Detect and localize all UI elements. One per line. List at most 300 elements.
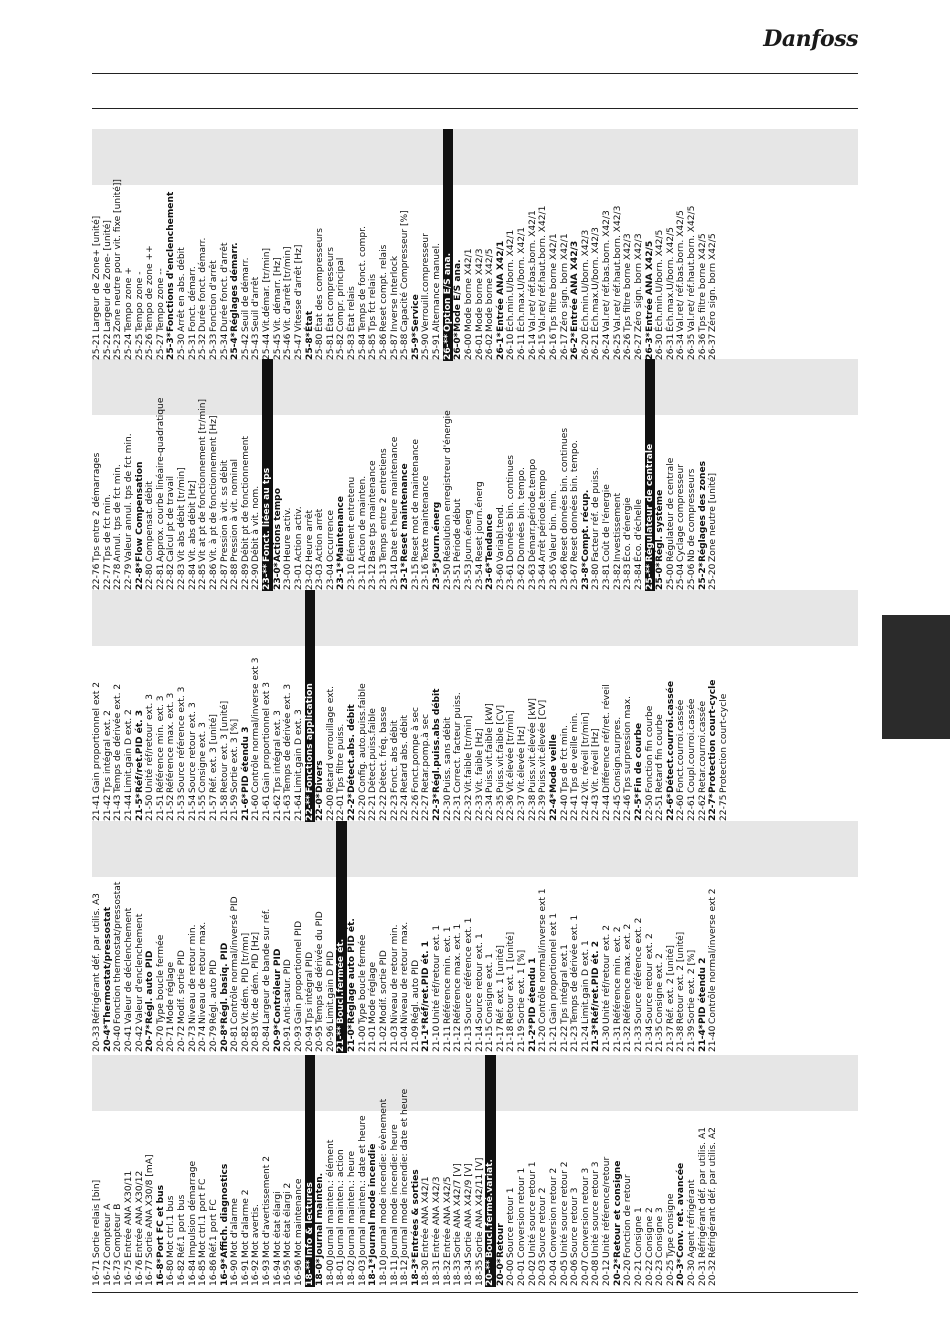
parameter-row — [485, 821, 496, 1053]
parameter-name: Heure activ. — [283, 507, 294, 562]
parameter-name: Débit à vit. nom. — [251, 485, 262, 562]
parameter-number: 22-22 — [378, 794, 389, 821]
parameter-row — [443, 590, 454, 822]
parameter-number: 16-91 — [240, 1259, 251, 1286]
parameter-number: 23-01 — [293, 563, 304, 590]
parameter-number: 20-08 — [591, 1259, 602, 1286]
parameter-name: Unité référence/retour — [602, 1156, 612, 1258]
parameter-number: 21-64 — [293, 794, 304, 821]
parameter-number: 21-12 — [453, 1025, 464, 1052]
parameter-row — [666, 821, 677, 1053]
parameter-name: Données bin. continues — [506, 454, 517, 562]
parameter-number: 25-23 — [113, 333, 124, 360]
parameter-name: Mode réglage — [368, 961, 379, 1024]
parameter-row — [198, 1055, 209, 1287]
parameter-row — [347, 1055, 358, 1287]
parameter-name: Date et heure maintenance — [389, 436, 400, 562]
parameter-number: 22-7* — [708, 793, 719, 821]
parameter-name: Sortie ANA X42/9 [V] — [463, 1163, 474, 1258]
parameter-number: 20-03 — [538, 1259, 549, 1286]
parameter-name: Fonction d'arrêt — [208, 260, 219, 332]
parameter-number: 20-01 — [517, 1259, 527, 1286]
parameter-row — [634, 129, 645, 361]
parameter-number: 20-8* — [219, 1024, 230, 1052]
parameter-name: Entrée ANA X30/12 — [134, 1170, 145, 1258]
parameter-number: 20-05 — [559, 1259, 570, 1286]
parameter-name: Référence max. ext. 2 — [623, 923, 634, 1024]
parameter-row — [145, 359, 156, 591]
parameter-number: 20-81 — [230, 1025, 241, 1052]
parameter-name: Port FC et bus — [155, 1184, 166, 1258]
parameter-row — [230, 821, 241, 1053]
parameter-row — [209, 821, 220, 1053]
parameter-name: Arrêt en abs. débit — [177, 247, 187, 332]
parameter-name: Entrées & sorties — [410, 1169, 421, 1258]
group-header-row — [421, 821, 432, 1053]
parameter-number: 26-11 — [517, 333, 527, 360]
parameter-row — [188, 821, 199, 1053]
parameter-name: Unité source retour 1 — [527, 1161, 538, 1258]
parameter-name: Vit.élevée [Hz] — [517, 726, 527, 793]
parameter-number: 25-20 — [708, 563, 719, 590]
parameter-number: 18-03 — [357, 1259, 368, 1286]
parameter-row — [698, 129, 709, 361]
parameter-name: Journ.énerg — [432, 501, 442, 562]
parameter-name: Détect.courroi.cassée — [665, 680, 676, 793]
parameter-name: Régl. auto PID — [208, 959, 219, 1024]
parameter-row — [591, 590, 602, 822]
parameter-name: Différence réf/ret. réveil — [602, 684, 612, 793]
parameter-name: Actions tempo — [272, 488, 283, 562]
parameter-number: 20-93 — [293, 1025, 304, 1052]
parameter-row — [645, 590, 656, 822]
parameter-row — [390, 359, 401, 591]
group-header-row — [315, 1055, 326, 1287]
parameter-number: 26-1* — [495, 332, 506, 360]
parameter-name: Heure arrêt — [304, 509, 315, 562]
group-header-row — [645, 129, 656, 361]
parameter-number: 26-00 — [463, 333, 474, 360]
parameter-name: Détect.puiss.faible — [368, 708, 379, 793]
parameter-row — [400, 1055, 411, 1287]
parameter-number: 25-45 — [272, 333, 283, 360]
parameter-name: Modif. sortie PID — [177, 950, 187, 1024]
parameter-name: Source retour ext. 1 — [474, 933, 485, 1024]
parameter-number: 20-0* — [495, 1258, 506, 1286]
parameter-name: Niveau de retour max. — [198, 921, 209, 1024]
parameter-number: 18-** — [304, 1260, 315, 1286]
parameter-number: 16-94 — [272, 1259, 283, 1286]
parameter-number: 21-15 — [485, 1025, 496, 1052]
parameter-name: Éch.min.U/born. X42/5 — [655, 229, 666, 332]
group-header-row — [613, 1055, 624, 1287]
parameter-row — [613, 590, 624, 822]
parameter-name: Éco. d'échelle — [633, 499, 644, 562]
parameter-name: Compteur A — [102, 1203, 113, 1258]
parameter-name: Journal mode incendie: évènement — [378, 1098, 389, 1258]
parameter-row — [623, 821, 634, 1053]
parameter-name: Tps fct relais — [368, 273, 379, 332]
parameter-number: 21-50 — [145, 794, 156, 821]
parameter-number: 18-11 — [389, 1259, 400, 1286]
parameter-row — [92, 129, 103, 361]
parameter-name: Limit.gain D ext. 3 — [293, 709, 304, 793]
parameter-row — [368, 821, 379, 1053]
group-header-row — [230, 129, 241, 361]
group-header-row — [145, 821, 156, 1053]
parameter-row — [506, 590, 517, 822]
parameter-name: Vit. faible [Hz] — [474, 728, 485, 793]
parameter-name: Compensat. débit — [145, 481, 156, 562]
parameter-name: Zone neutre [unité] — [708, 472, 719, 562]
parameter-number: 23-14 — [389, 563, 400, 590]
parameter-column — [92, 129, 858, 361]
parameter-row — [220, 590, 231, 822]
parameter-name: Seuil de démarr. — [240, 257, 251, 332]
parameter-name: Fonctions application — [304, 683, 315, 793]
parameter-number: 22-3* — [432, 793, 442, 821]
parameter-row — [283, 821, 294, 1053]
parameter-number: 22-89 — [240, 563, 251, 590]
parameter-name: Niveau de retour min. — [187, 924, 198, 1024]
parameter-name: Régulateur de centrale — [665, 457, 676, 562]
parameter-row — [453, 590, 464, 822]
parameter-number: 26-0* — [453, 332, 464, 360]
parameter-row — [358, 821, 369, 1053]
parameter-number: 22-33 — [474, 794, 485, 821]
parameter-number: 16-71 — [92, 1259, 102, 1286]
parameter-name: Source référence ext. 3 — [177, 686, 187, 793]
parameter-name: Référence min. ext. 1 — [442, 926, 453, 1024]
parameter-row — [188, 1055, 199, 1287]
parameter-number: 22-01 — [336, 794, 347, 821]
parameter-number: 21-43 — [113, 794, 124, 821]
parameter-number: 25-31 — [187, 333, 198, 360]
parameter-number: 25-90 — [421, 333, 432, 360]
parameter-number: 25-22 — [102, 333, 113, 360]
parameter-number: 25-** — [644, 564, 655, 590]
parameter-name: Journal mainten.: élément — [325, 1139, 336, 1258]
parameter-name: Investissement — [612, 492, 623, 562]
parameter-name: Config. auto.puiss.faible — [357, 683, 368, 793]
parameter-name: Débit pt de fonctionnement — [240, 436, 251, 562]
parameter-number: 26-36 — [697, 333, 708, 360]
parameter-name: Mot ctrl.1 port FC — [198, 1178, 209, 1258]
parameter-row — [135, 129, 146, 361]
parameter-row — [517, 359, 528, 591]
parameter-number: 21-11 — [442, 1025, 453, 1052]
parameter-row — [262, 590, 273, 822]
parameter-number: 22-85 — [198, 563, 209, 590]
parameter-row — [538, 821, 549, 1053]
parameter-number: 23-82 — [612, 563, 623, 590]
parameter-name: Verrouill.compresseur — [421, 233, 432, 332]
parameter-row — [560, 359, 571, 591]
parameter-row — [485, 590, 496, 822]
parameter-number: 21-23 — [570, 1025, 581, 1052]
parameter-number: 16-90 — [230, 1259, 241, 1286]
parameter-name: Cyclage compresseur — [676, 464, 687, 562]
parameter-number: 18-12 — [400, 1259, 411, 1286]
parameter-row — [528, 359, 539, 591]
group-header-row — [220, 1055, 231, 1287]
parameter-name: Journal mainten.: heure — [347, 1150, 357, 1258]
parameter-name: Mode E/S ana. — [453, 259, 464, 332]
parameter-row — [379, 129, 390, 361]
parameter-row — [262, 1055, 273, 1287]
section-header-row — [645, 359, 656, 591]
parameter-number: 20-94 — [304, 1025, 315, 1052]
parameter-number: 20-9* — [272, 1024, 283, 1052]
parameter-name: Vit.faible [tr/min] — [463, 715, 474, 793]
parameter-number: 22-37 — [517, 794, 527, 821]
parameter-name: Conv. ret. avancée — [676, 1162, 687, 1258]
parameter-name: Source retour ext. 2 — [644, 933, 655, 1024]
parameter-row — [336, 590, 347, 822]
section-header-row — [305, 590, 316, 822]
parameter-number: 21-33 — [633, 1025, 644, 1052]
chapter-tab — [882, 615, 950, 739]
parameter-row — [358, 129, 369, 361]
parameter-number: 20-3* — [676, 1258, 687, 1286]
parameter-number: 26-20 — [580, 333, 591, 360]
parameter-name: Fonct.courroi.cassée — [676, 699, 687, 793]
parameter-row — [464, 359, 475, 591]
parameter-number: 20-06 — [570, 1259, 581, 1286]
parameter-number: 22-8* — [134, 562, 145, 590]
parameter-name: Reset données bin. tempo. — [570, 440, 581, 562]
parameter-row — [188, 129, 199, 361]
parameter-number: 22-40 — [559, 794, 570, 821]
parameter-number: 22-61 — [687, 794, 697, 821]
parameter-name: Contrôle normal/inverse ext 3 — [251, 657, 262, 793]
parameter-number: 21-44 — [123, 794, 134, 821]
parameter-number: 26-15 — [538, 333, 549, 360]
parameter-row — [92, 590, 103, 822]
parameter-number: 22-86 — [208, 563, 219, 590]
parameter-number: 23-1* — [400, 562, 411, 590]
parameter-number: 16-8* — [155, 1258, 166, 1286]
parameter-row — [560, 590, 571, 822]
parameter-row — [294, 359, 305, 591]
parameter-name: Régulateur de centrale — [644, 443, 655, 562]
parameter-row — [166, 359, 177, 591]
parameter-number: 20-72 — [177, 1025, 187, 1052]
parameter-name: Référence max. ext. 3 — [166, 692, 177, 793]
parameter-row — [496, 821, 507, 1053]
parameter-row — [241, 821, 252, 1053]
parameter-row — [591, 1055, 602, 1287]
parameter-name: Fonction fin courbe — [644, 705, 655, 793]
parameter-number: 21-53 — [177, 794, 187, 821]
parameter-name: Fin de courbe — [633, 722, 644, 793]
parameter-row — [251, 1055, 262, 1287]
parameter-name: Type consigne — [665, 1193, 676, 1258]
parameter-name: Journal mode incendie: heure — [389, 1124, 400, 1258]
parameter-number: 25-00 — [665, 563, 676, 590]
parameter-number: 21-61 — [262, 794, 272, 821]
parameter-name: Conversion retour 2 — [548, 1167, 559, 1258]
parameter-row — [92, 359, 103, 591]
parameter-number: 22-76 — [92, 563, 102, 590]
parameter-number: 21-03 — [389, 1025, 400, 1052]
parameter-row — [687, 359, 698, 591]
parameter-row — [145, 1055, 156, 1287]
parameter-row — [560, 129, 571, 361]
parameter-name: Protection court-cycle — [708, 679, 719, 793]
parameter-name: Val.ret/ réf.bas.born. X42/3 — [602, 210, 612, 332]
parameter-number: 25-06 — [687, 563, 697, 590]
group-header-row — [496, 1055, 507, 1287]
parameter-number: 26-26 — [623, 333, 634, 360]
parameter-number: 25-8* — [304, 332, 315, 360]
parameter-number: 26-24 — [602, 333, 612, 360]
parameter-row — [103, 1055, 114, 1287]
parameter-number: 21-51 — [155, 794, 166, 821]
parameter-row — [602, 590, 613, 822]
parameter-number: 20-02 — [527, 1259, 538, 1286]
parameter-name: Éco. d'énergie — [623, 497, 634, 562]
parameter-name: Tempo de zone ++ — [145, 245, 156, 332]
parameter-row — [336, 129, 347, 361]
parameter-name: Mot avertis. — [251, 1204, 262, 1258]
parameter-row — [517, 590, 528, 822]
parameter-name: Valeur d'enclenchement — [134, 913, 145, 1024]
parameter-number: 18-35 — [474, 1259, 485, 1286]
parameter-name: Retour ext. 2 [unité] — [676, 931, 687, 1024]
parameter-name: Mot état élargi 2 — [283, 1182, 294, 1258]
group-header-row — [368, 1055, 379, 1287]
parameter-name: Temps de dérivée ext. 1 — [570, 914, 581, 1024]
parameter-name: Arrêt période.tempo — [538, 469, 549, 562]
parameter-name: Annul. tps de fct min. — [113, 464, 124, 562]
parameter-row — [124, 1055, 135, 1287]
parameter-row — [379, 590, 390, 822]
parameter-name: Source retour ext. 3 — [187, 702, 198, 793]
parameter-row — [676, 129, 687, 361]
parameter-number: 25-42 — [240, 333, 251, 360]
parameter-number: 21-34 — [644, 1025, 655, 1052]
parameter-number: 20-83 — [251, 1025, 262, 1052]
parameter-number: 16-93 — [262, 1259, 272, 1286]
parameter-name: Éch.min.U/born. X42/1 — [506, 229, 517, 332]
section-header-row — [336, 821, 347, 1053]
parameter-name: Tps intégral ext. 2 — [102, 710, 113, 793]
parameter-row — [273, 1055, 284, 1287]
parameter-row — [613, 359, 624, 591]
parameter-name: Pression à vit. nominal — [230, 459, 241, 562]
group-header-row — [135, 359, 146, 591]
parameter-number: 21-24 — [580, 1025, 591, 1052]
parameter-name: Val.ret/ réf.haut.born. X42/5 — [687, 205, 697, 332]
parameter-row — [124, 359, 135, 591]
parameter-name: Entrée ANA X42/5 — [442, 1176, 453, 1258]
parameter-number: 22-31 — [453, 794, 464, 821]
parameter-name: Retour et consigne — [612, 1160, 623, 1258]
parameter-name: Détect.abs. débit — [347, 704, 357, 793]
parameter-name: Fonct. démarr. — [187, 266, 198, 332]
parameter-row — [676, 821, 687, 1053]
parameter-number: 21-3* — [591, 1024, 602, 1052]
parameter-row — [581, 1055, 592, 1287]
parameter-name: Limit.gain D ext. 2 — [123, 709, 134, 793]
parameter-number: 26-3* — [644, 332, 655, 360]
parameter-name: Période début — [453, 498, 464, 562]
parameter-row — [655, 1055, 666, 1287]
parameter-name: Agent réfrigérant — [687, 1179, 697, 1258]
parameter-row — [687, 129, 698, 361]
parameter-name: Anti-satur. PID — [283, 959, 294, 1024]
parameter-name: Réglage auto PID ét. — [347, 918, 357, 1024]
group-header-row — [400, 359, 411, 591]
parameter-row — [358, 1055, 369, 1287]
parameter-number: 23-83 — [623, 563, 634, 590]
parameter-name: Résolution enregistreur d'énergie — [442, 410, 453, 562]
group-header-row — [156, 1055, 167, 1287]
parameter-number: 22-21 — [368, 794, 379, 821]
group-header-row — [411, 1055, 422, 1287]
parameter-name: Sortie ANA X30/8 [mA] — [145, 1154, 156, 1258]
parameter-name: Tps intégral PID — [304, 951, 315, 1024]
parameter-row — [294, 821, 305, 1053]
parameter-number: 22-** — [304, 795, 315, 821]
parameter-row — [506, 821, 517, 1053]
parameter-name: Journal mainten.: date et heure — [357, 1115, 368, 1258]
parameter-number: 21-6* — [240, 793, 251, 821]
parameter-name: Journal mode incendie: date et heure — [400, 1088, 411, 1258]
parameter-row — [113, 359, 124, 591]
parameter-number: 22-41 — [570, 794, 581, 821]
parameter-row — [400, 129, 411, 361]
parameter-row — [708, 359, 719, 591]
parameter-row — [188, 590, 199, 822]
parameter-name: Tps filtre borne X42/1 — [548, 233, 559, 332]
parameter-row — [623, 590, 634, 822]
parameter-name: Capacité Compresseur [%] — [400, 210, 411, 332]
parameter-name: Tps de fct min. — [559, 725, 570, 793]
parameter-row — [475, 821, 486, 1053]
parameter-number: 25-9* — [410, 332, 421, 360]
parameter-name: Valeur de déclenchement — [123, 907, 134, 1024]
parameter-number: 22-50 — [644, 794, 655, 821]
parameter-row — [92, 1055, 103, 1287]
parameter-row — [613, 821, 624, 1053]
parameter-number: 20-4* — [102, 1024, 113, 1052]
parameter-name: Zéro sign. born X42/1 — [559, 233, 570, 332]
parameter-number: 23-00 — [283, 563, 294, 590]
parameter-row — [368, 359, 379, 591]
parameter-row — [135, 1055, 146, 1287]
group-header-row — [581, 359, 592, 591]
parameter-name: Réglages des zones — [697, 460, 708, 562]
parameter-name: Journal mainten. — [315, 1172, 326, 1258]
parameter-row — [177, 359, 188, 591]
parameter-name: Journal mainten.: action — [336, 1149, 347, 1258]
parameter-name: Val.ret/ réf.bas.born. X42/1 — [527, 210, 538, 332]
parameter-name: Retar.courroi.cassée — [697, 700, 708, 793]
parameter-name: Texte maintenance — [421, 475, 432, 562]
parameter-number: 16-76 — [134, 1259, 145, 1286]
parameter-row — [273, 129, 284, 361]
parameter-row — [666, 1055, 677, 1287]
group-header-row — [273, 821, 284, 1053]
parameter-number: 23-63 — [527, 563, 538, 590]
parameter-row — [443, 821, 454, 1053]
parameter-name: Tps filtre puiss. — [336, 723, 347, 793]
parameter-number: 22-46 — [623, 794, 634, 821]
parameter-number: 21-22 — [559, 1025, 570, 1052]
parameter-row — [655, 129, 666, 361]
